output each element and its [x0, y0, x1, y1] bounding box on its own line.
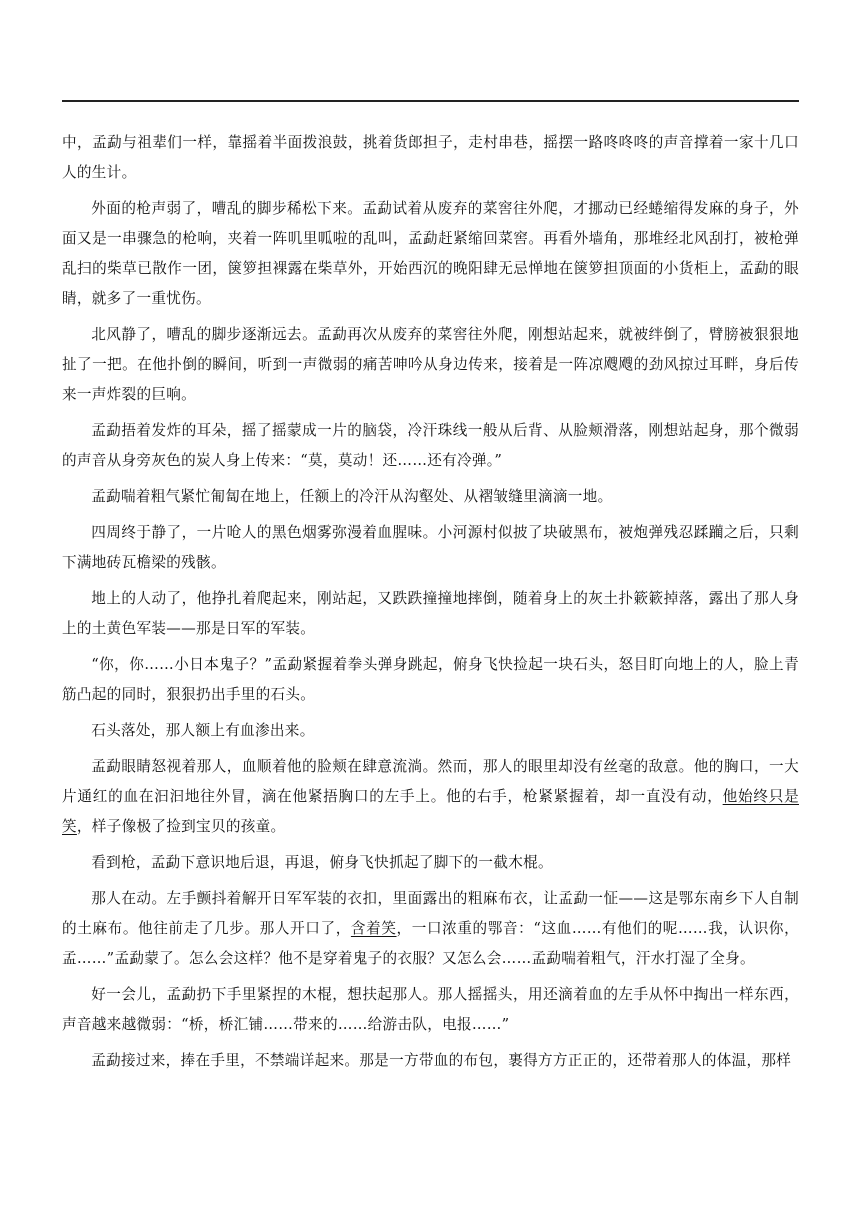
paragraph-2: 外面的枪声弱了，嘈乱的脚步稀松下来。孟勐试着从废弃的菜窖往外爬，才挪动已经蜷缩得发麻的身子，外面又是一串骤急的枪响，夹着一阵叽里呱啦的乱叫，孟勐赶紧缩回菜窖。再看外墙角，那堆经北风刮打，被枪弹乱扫的柴草已散作一团，箧箩担裸露在柴草外，开始西沉的晚阳肆无忌惮地在箧箩担顶面的小货柜上，孟勐的眼睛，就多了一重忧伤。 [62, 200, 799, 307]
paragraph-9: 石头落处，那人额上有血渗出来。 [91, 722, 315, 739]
paragraph-1: 中，孟勐与祖辈们一样，靠摇着半面拨浪鼓，挑着货郎担子，走村串巷，摇摆一路咚咚咚的声音撑着一家十几口人的生计。 [62, 134, 799, 181]
paragraph-10 [62, 752, 799, 842]
article-body [62, 128, 799, 1082]
paragraph-6: 四周终于静了，一片呛人的黑色烟雾弥漫着血腥味。小河源村似披了块破黑布，被炮弹残忍蹂躏之后，只剩下满地砖瓦檐梁的残骸。 [62, 524, 799, 571]
underlined-phrase-smile: 他始终只是笑 [62, 788, 799, 835]
paragraph-12-text-b: ，一口浓重的鄂音：“这血……有他们的呢……我，认识你，孟……”孟勐蒙了。怎么会这样？他不是穿着鬼子的衣服？又怎么会……孟勐喘着粗气，汗水打湿了全身。 [62, 920, 800, 967]
paragraph-8: “你，你……小日本鬼子？”孟勐紧握着拳头弹身跳起，俯身飞快捡起一块石头，怒目盯向地上的人，脸上青筋凸起的同时，狠狠扔出手里的石头。 [62, 656, 799, 703]
header-rule [62, 100, 799, 102]
paragraph-10-text-b: ，样子像极了捡到宝贝的孩童。 [76, 818, 286, 835]
paragraph-11: 看到枪，孟勐下意识地后退，再退，俯身飞快抓起了脚下的一截木棍。 [91, 854, 553, 871]
paragraph-7: 地上的人动了，他挣扎着爬起来，刚站起，又跌跌撞撞地摔倒，随着身上的灰土扑簌簌掉落，露出了那人身上的土黄色军装——那是日军的军装。 [62, 590, 799, 637]
paragraph-12 [62, 884, 799, 974]
paragraph-14: 孟勐接过来，捧在手里，不禁端详起来。那是一方带血的布包，裹得方方正正的，还带着那人的体温，那样 [91, 1052, 792, 1069]
paragraph-13: 好一会儿，孟勐扔下手里紧捏的木棍，想扶起那人。那人摇摇头，用还滴着血的左手从怀中掏出一样东西，声音越来越微弱：“桥，桥汇铺……带来的……给游击队，电报……” [62, 986, 799, 1033]
underlined-phrase-with-smile: 含着笑 [350, 920, 397, 937]
paragraph-10-text-a: 孟勐眼睛怒视着那人，血顺着他的脸颊在肆意流淌。然而，那人的眼里却没有丝毫的敌意。他的胸口，一大片通红的血在汩汩地往外冒，滴在他紧捂胸口的左手上。他的右手，枪紧紧握着，却一直没有动， [62, 758, 799, 805]
paragraph-4: 孟勐捂着发炸的耳朵，摇了摇蒙成一片的脑袋，冷汗珠线一般从后背、从脸颊滑落，刚想站起身，那个微弱的声音从身旁灰色的炭人身上传来：“莫，莫动！还……还有冷弹。” [62, 422, 799, 469]
paragraph-12-text-a: 那人在动。左手颤抖着解开日军军装的衣扣，里面露出的粗麻布衣，让孟勐一怔——这是鄂东南乡下人自制的土麻布。他往前走了几步。那人开口了， [62, 890, 799, 937]
paragraph-5: 孟勐喘着粗气紧忙匍匐在地上，任额上的冷汗从沟壑处、从褶皱缝里滴滴一地。 [91, 488, 613, 505]
paragraph-3: 北风静了，嘈乱的脚步逐渐远去。孟勐再次从废弃的菜窖往外爬，刚想站起来，就被绊倒了，臂膀被狠狠地扯了一把。在他扑倒的瞬间，听到一声微弱的痛苦呻吟从身边传来，接着是一阵凉飕飕的劲风掠过耳畔，身后传来一声炸裂的巨响。 [62, 326, 799, 403]
